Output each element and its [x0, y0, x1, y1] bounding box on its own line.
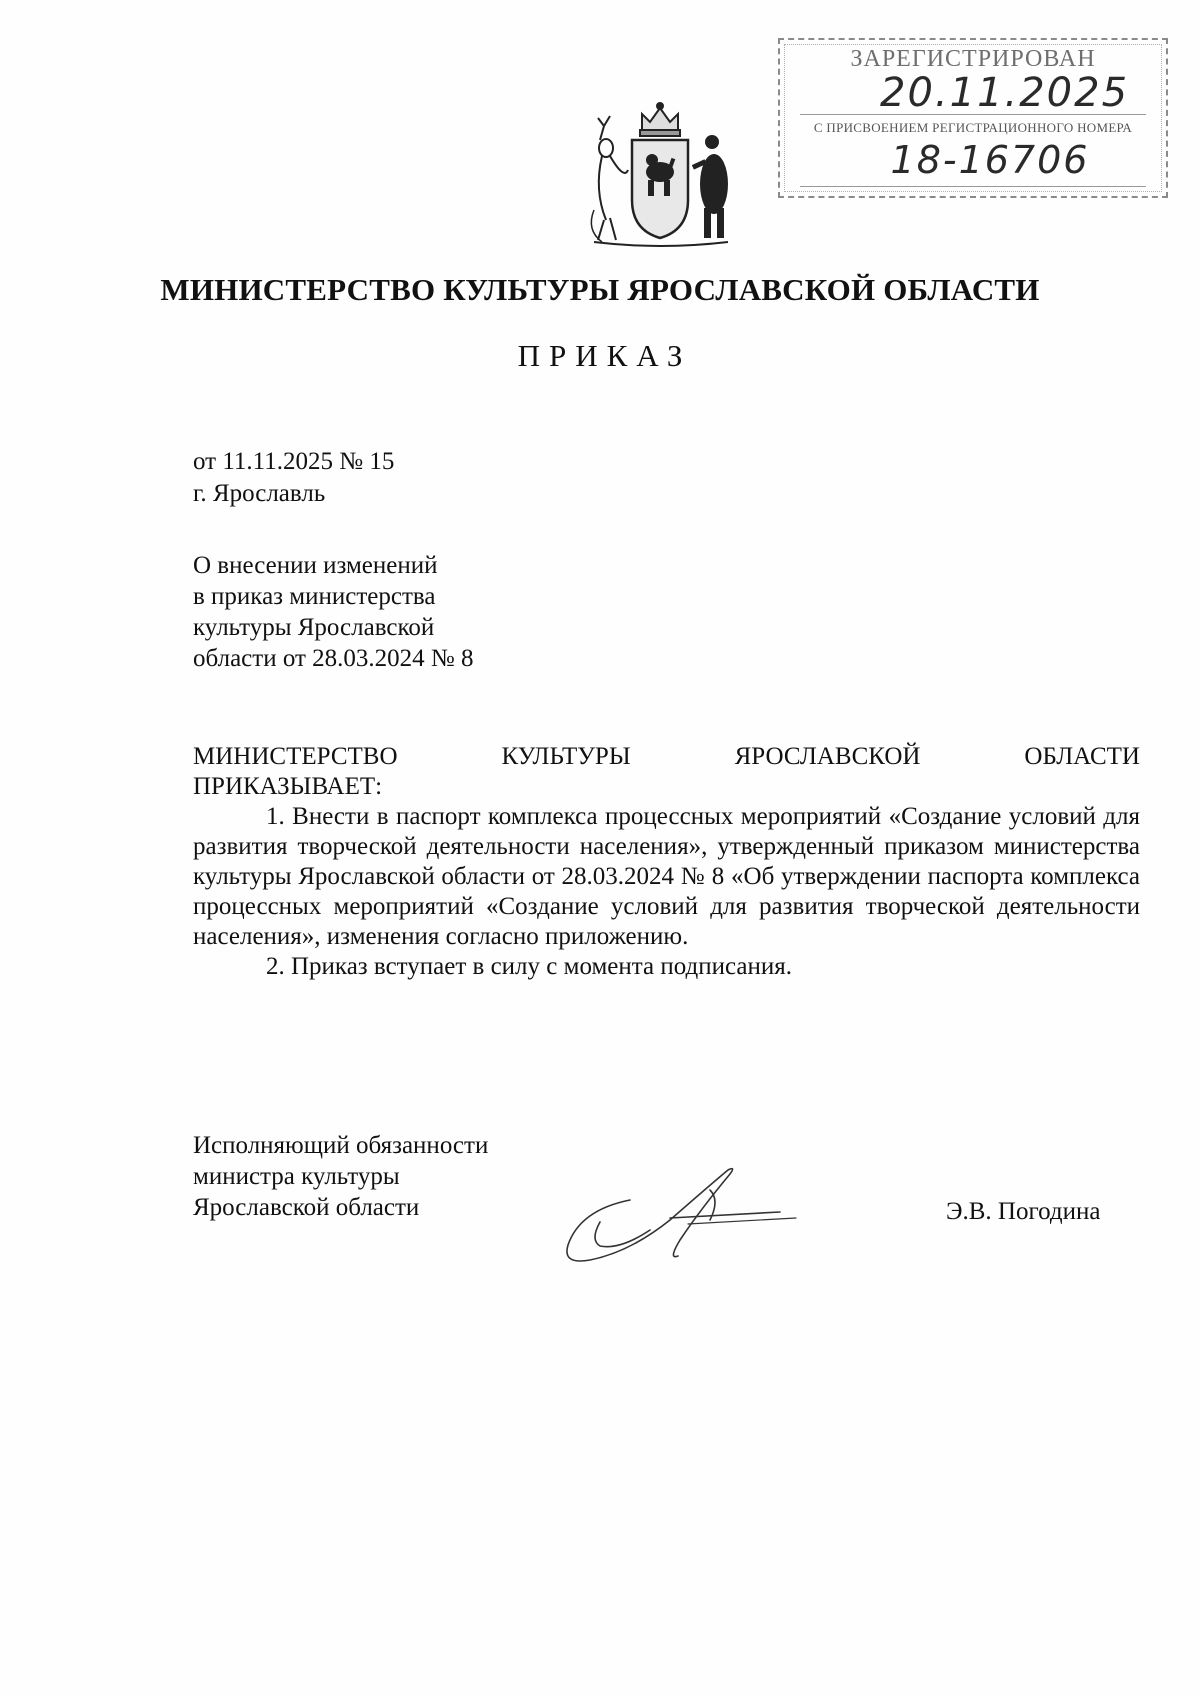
registration-stamp	[778, 38, 1168, 198]
coat-of-arms-icon	[580, 100, 740, 250]
signer-name: Э.В. Погодина	[946, 1198, 1101, 1225]
preamble-end: ПРИКАЗЫВАЕТ:	[193, 773, 383, 800]
signer-position	[193, 1130, 488, 1223]
document-type: ПРИКАЗ	[517, 338, 692, 373]
preamble-word: КУЛЬТУРЫ	[501, 743, 631, 770]
preamble-word: МИНИСТЕРСТВО	[193, 743, 398, 770]
subject-line: О внесении изменений	[193, 552, 438, 579]
date-number: от 11.11.2025 № 15	[193, 448, 395, 475]
signer-position-line: Исполняющий обязанности	[193, 1132, 489, 1159]
preamble-word: ОБЛАСТИ	[1024, 743, 1140, 770]
city: г. Ярославль	[193, 480, 326, 507]
signer-position-line: министра культуры	[193, 1163, 400, 1190]
order-item-1: 1. Внести в паспорт комплекса процессных мероприятий «Создание условий для развития творческой деятельности населения», утвержденный приказом министерства культуры Ярославской области от 28.03.2024 № 8 «Об утверждении паспорта комплекса процессных мероприятий «Создание условий для развития творческой деятельности населения», изменения согласно приложению.	[193, 803, 1140, 950]
order-item-2: 2. Приказ вступает в силу с момента подписания.	[266, 953, 792, 980]
subject-line: культуры Ярославской	[193, 614, 435, 641]
stamp-divider	[800, 114, 1146, 115]
stamp-date: 20.11.2025	[880, 70, 1130, 116]
subject-line: в приказ министерства	[193, 583, 436, 610]
document-meta	[193, 446, 394, 510]
preamble-row	[193, 742, 1140, 772]
stamp-divider	[800, 186, 1146, 187]
stamp-registration-number: 18-16706	[890, 138, 1090, 182]
ministry-heading: МИНИСТЕРСТВО КУЛЬТУРЫ ЯРОСЛАВСКОЙ ОБЛАСТИ	[160, 272, 1040, 307]
document-subject	[193, 550, 474, 674]
stamp-title: ЗАРЕГИСТРИРОВАН	[850, 46, 1096, 72]
preamble-word: ЯРОСЛАВСКОЙ	[734, 743, 921, 770]
signer-position-line: Ярославской области	[193, 1194, 420, 1221]
stamp-subtitle: С ПРИСВОЕНИЕМ РЕГИСТРАЦИОННОГО НОМЕРА	[813, 120, 1133, 135]
document-body	[193, 742, 1140, 982]
subject-line: области от 28.03.2024 № 8	[193, 645, 474, 672]
handwritten-signature	[560, 1160, 800, 1270]
